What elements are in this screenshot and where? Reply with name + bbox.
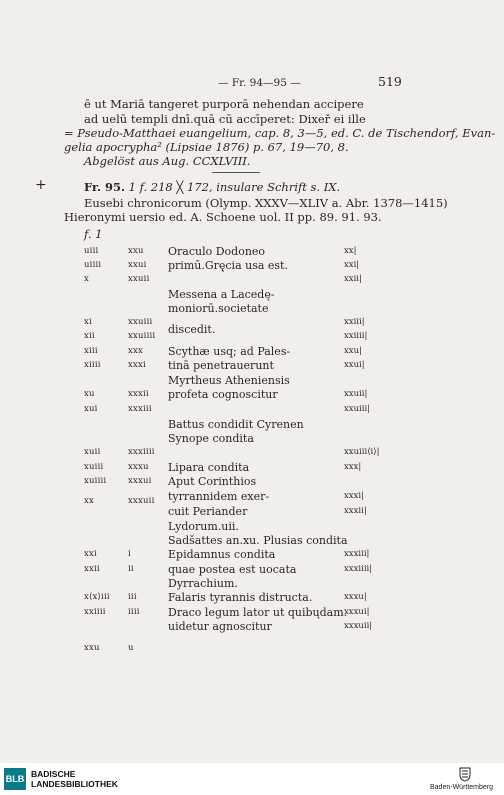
chronicle-entry: Synope condita [168,432,254,445]
abraham-year: xxxii| [344,506,367,516]
regnal-year: i [128,549,131,559]
chronicle-entry: Falaris tyrannis distructa. [168,591,313,604]
olympiad-year: xui [84,404,98,414]
region-name: Baden-Württemberg [430,784,494,791]
chronicle-entry: Messena a Lacedę- [168,288,275,301]
regnal-year: xxxiiii [128,447,155,457]
chronicle-entry: quae postea est uocata [168,563,297,576]
regnal-year: u [128,643,134,653]
olympiad-year: xi [84,317,92,327]
chronicle-entry: Sadšattes an.xu. Plusias condita [168,534,348,547]
chronicle-entry: cuit Periander [168,505,248,518]
fragment-edition-line: Hieronymi uersio ed. A. Schoene uol. II pp. 89. 91. 93. [64,210,382,224]
intro-line: ē ut Mariā tangeret purporā nehendan accipere [84,97,364,111]
chronicle-entry: Draco legum lator ut quibųdam. [168,606,348,619]
intro-line: = Pseudo-Matthaei euangelium, cap. 8, 3—5, ed. C. de Tischendorf, Evan- [64,126,496,140]
abraham-year: xxii| [344,274,362,284]
olympiad-year: xiii [84,346,98,356]
abraham-year: xxiii| [344,317,365,327]
olympiad-year: xiiii [84,360,101,370]
margin-mark: + [35,177,47,193]
olympiad-year: xxu [84,643,100,653]
chronicle-entry: tinā penetrauerunt [168,359,274,372]
abraham-year: xxiiii| [344,331,368,341]
chronicle-entry: Myrtheus Atheniensis [168,374,290,387]
chronicle-entry: tyrrannidem exer- [168,490,270,503]
olympiad-year: x [84,274,89,284]
olympiad-year: x⟨x⟩iii [84,592,110,602]
chronicle-entry: Dyrrachium. [168,577,238,590]
abraham-year: xxxu| [344,592,367,602]
page-number: 519 [378,74,402,89]
abraham-year: xxxui| [344,607,370,617]
abraham-year: xxuiii| [344,404,371,414]
intro-line: gelia apocrypha² (Lipsiae 1876) p. 67, 19—70, 8. [64,140,349,154]
olympiad-year: xxiiii [84,607,106,617]
chronicle-entry: Aput Corinthios [168,475,257,488]
olympiad-year: uiiii [84,260,102,270]
regnal-year: xxxi [128,360,146,370]
regnal-year: xxuiii [128,317,153,327]
abraham-year: xxui| [344,360,365,370]
olympiad-year: xuiii [84,462,104,472]
state-crest-icon [457,766,473,782]
blb-logo[interactable]: BLB [4,768,26,790]
olympiad-year: uiii [84,246,99,256]
olympiad-year: xxi [84,549,97,559]
olympiad-year: xu [84,389,95,399]
olympiad-year: xx [84,496,94,506]
library-name: BADISCHE LANDESBIBLIOTHEK [31,769,118,789]
abraham-year: xx| [344,246,357,256]
olympiad-year: xuii [84,447,101,457]
abraham-year: xxxuii| [344,621,373,631]
abraham-year: xxx| [344,462,362,472]
regnal-year: iiii [128,607,140,617]
chronicle-entry: moniorū.societate [168,302,269,315]
abraham-year: xxuii| [344,389,368,399]
regnal-year: xxui [128,260,147,270]
olympiad-year: xxii [84,564,100,574]
abraham-year: xxu| [344,346,362,356]
folio-label: f. 1 [84,227,103,241]
chronicle-entry: profeta cognoscitur [168,388,278,401]
abraham-year: xxxiii| [344,549,370,559]
abraham-year: xxxi| [344,491,364,501]
regnal-year: xxxii [128,389,149,399]
fragment-source-line: Eusebi chronicorum (Olymp. XXXV—XLIV a. Abr. 1378—1415) [84,196,448,210]
fragment-heading [84,182,340,194]
regnal-year: xxxui [128,476,152,486]
regnal-year: iii [128,592,137,602]
olympiad-year: xuiiii [84,476,107,486]
chronicle-entry: discedit. [168,323,216,336]
chronicle-entry: primū.Grę̨cia usa est. [168,259,288,272]
footer-bar [0,763,504,795]
regnal-year: xxxu [128,462,149,472]
intro-line: Abgelöst aus Aug. CCXLVIII. [84,154,251,168]
regnal-year: xxu [128,246,144,256]
chronicle-entry: Battus condidit Cyrenen [168,418,304,431]
abraham-year: xxxiiii| [344,564,373,574]
regnal-year: xxxuii [128,496,155,506]
chronicle-entry: Lydorum.uii. [168,520,239,533]
fragment-number: Fr. 95. [84,180,125,194]
chronicle-entry: Lipara condita [168,461,250,474]
chronicle-entry: Oraculo Dodoneo [168,245,266,258]
fragment-description: 1 f. 218 ╳ 172, insulare Schrift s. IX. [128,180,341,194]
chronicle-entry: Epidamnus condita [168,548,276,561]
running-head: — Fr. 94—95 — [218,77,301,89]
section-divider [212,172,260,173]
regnal-year: xxuiiii [128,331,156,341]
chronicle-entry: uidetur agnoscitur [168,620,272,633]
abraham-year: xxi| [344,260,360,270]
abraham-year: xxuiii⟨i⟩| [344,447,380,457]
regnal-year: xxuii [128,274,150,284]
regnal-year: xxxiii [128,404,152,414]
intro-line: ad uelū templi dnī.quā cū accīperet: Dixeř ei ille [84,112,366,126]
chronicle-entry: Scythæ usq; ad Pales- [168,345,291,358]
olympiad-year: xii [84,331,95,341]
regnal-year: xxx [128,346,143,356]
regnal-year: ii [128,564,134,574]
